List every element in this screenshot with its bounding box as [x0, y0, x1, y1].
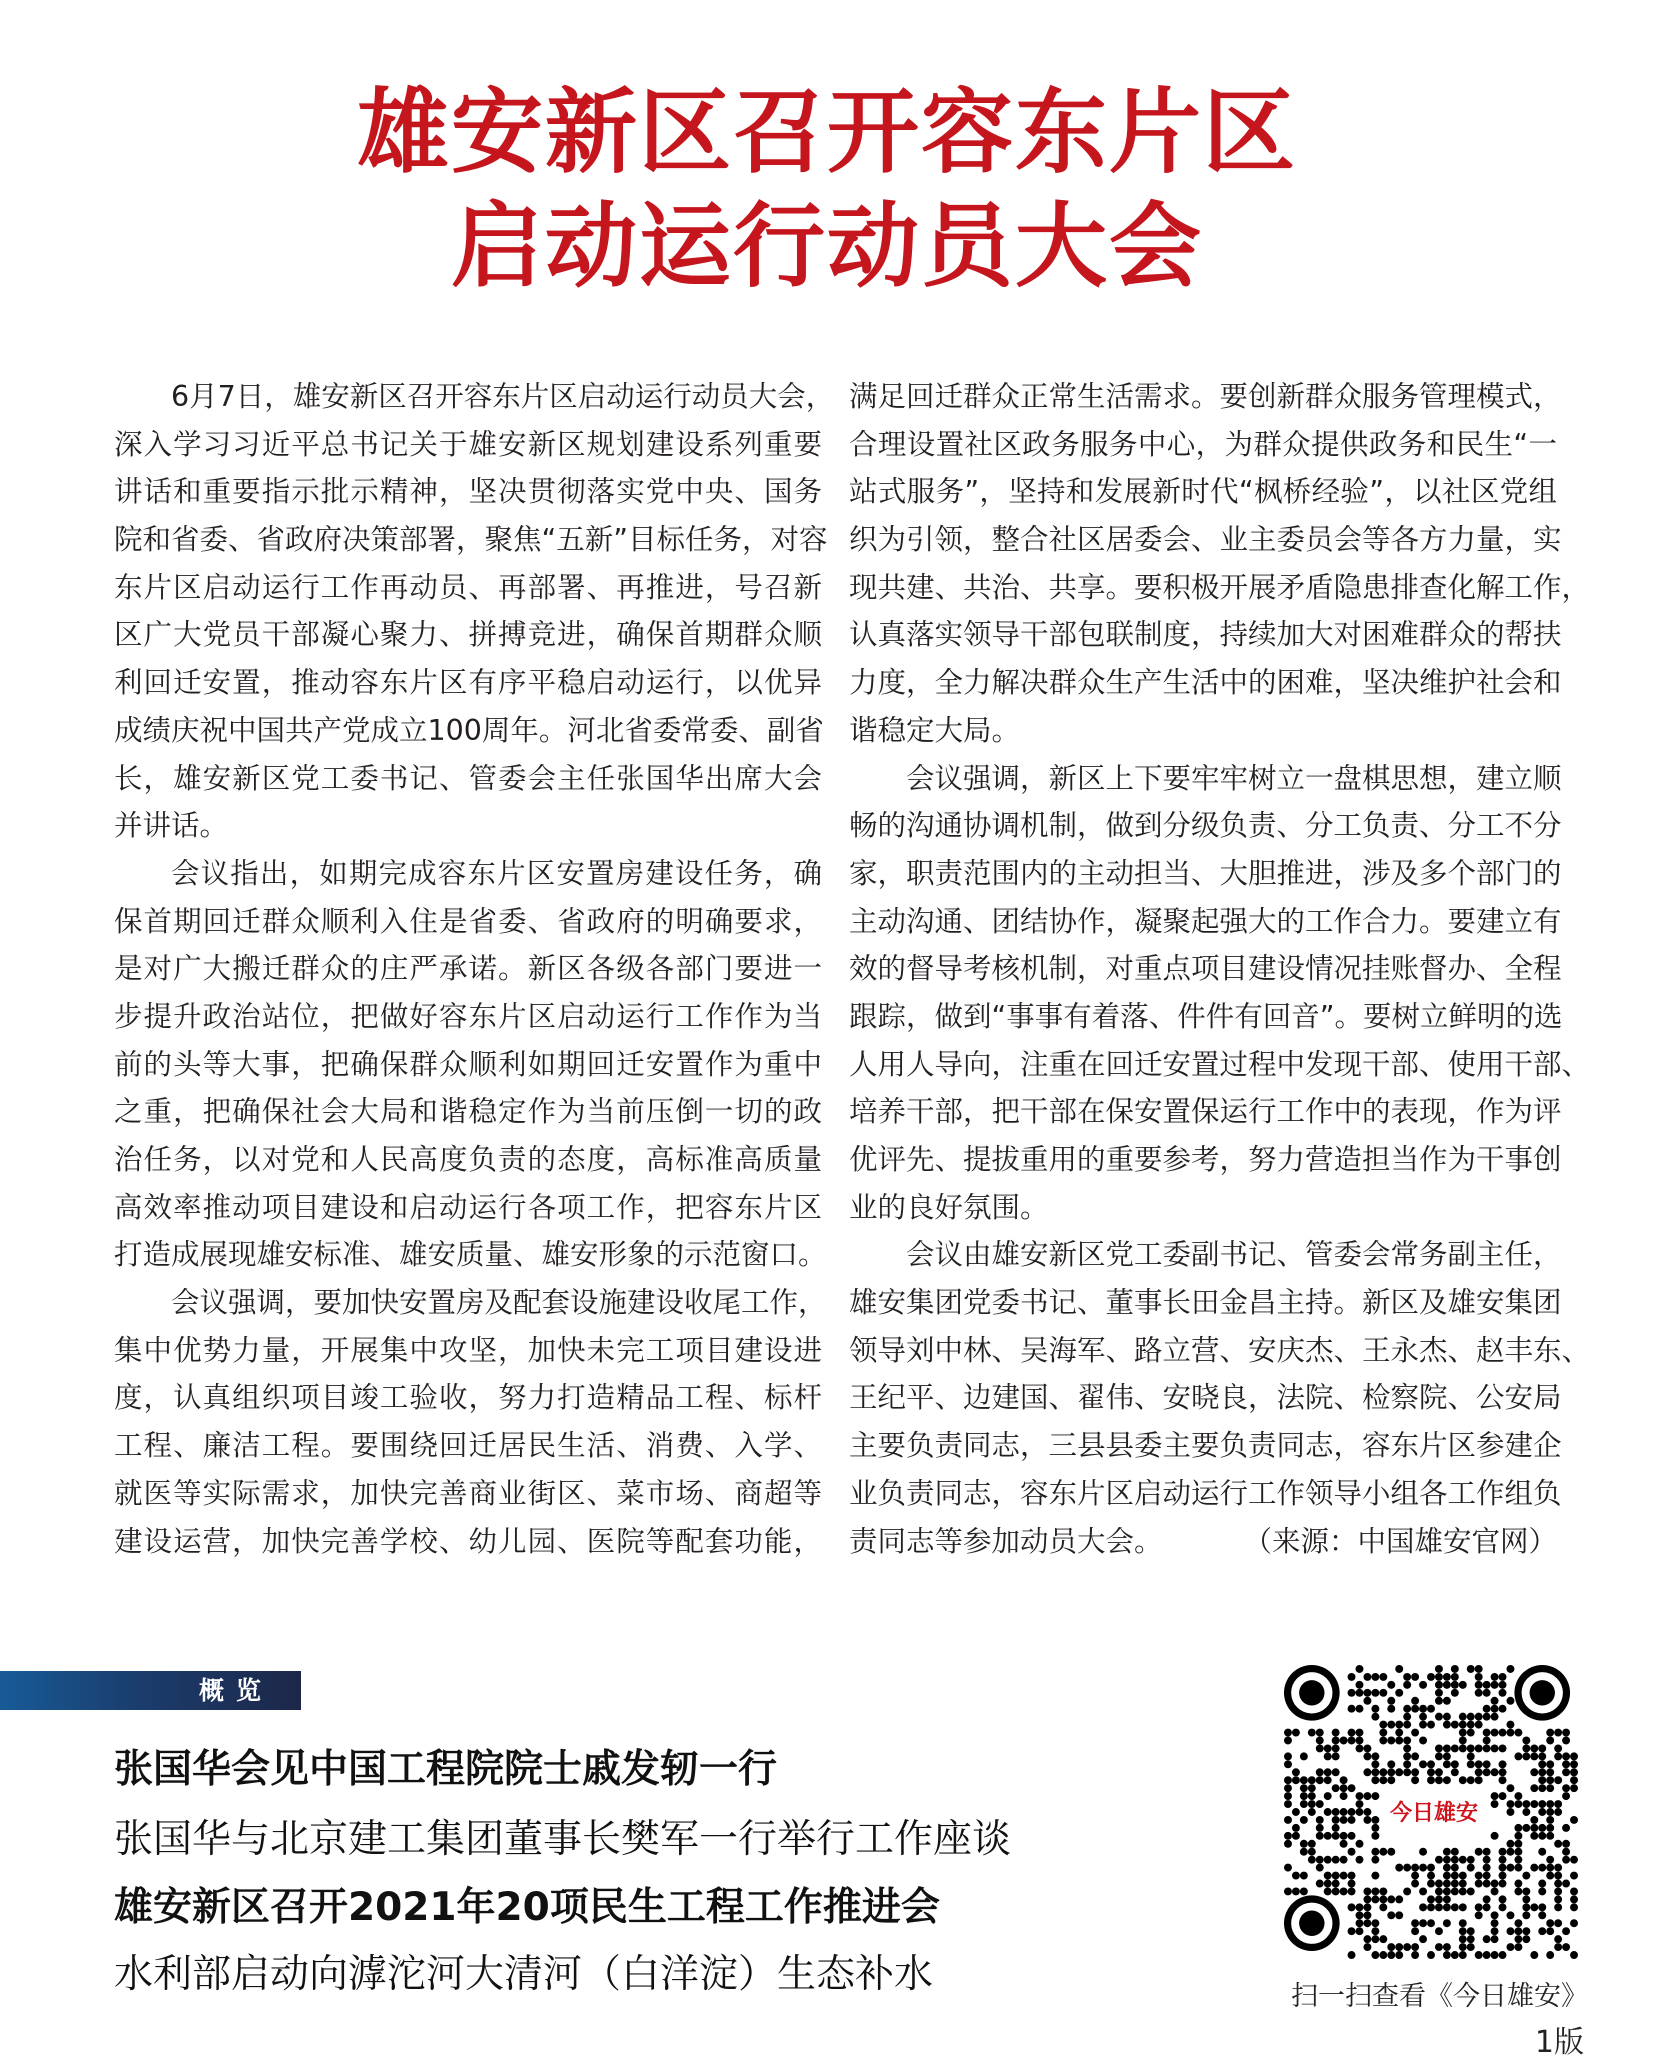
article-line: 是对广大搬迁群众的庄严承诺。新区各级各部门要进一	[114, 952, 822, 986]
article-line: 王纪平、边建国、翟伟、安晓良，法院、检察院、公安局	[849, 1381, 1562, 1415]
article-line: 家，职责范围内的主动担当、大胆推进，涉及多个部门的	[849, 856, 1562, 890]
article-line: 会议由雄安新区党工委副书记、管委会常务副主任，	[906, 1238, 1562, 1272]
article-line: 工程、廉洁工程。要围绕回迁居民生活、消费、入学、	[114, 1429, 822, 1463]
qr-logo: 今日雄安	[1384, 1790, 1484, 1836]
article-line: 主动沟通、团结协作，凝聚起强大的工作合力。要建立有	[849, 904, 1562, 938]
article-line: 优评先、提拔重用的重要参考，努力营造担当作为干事创	[849, 1143, 1562, 1176]
overview-headline[interactable]: 雄安新区召开2021年20项民生工程工作推进会	[114, 1885, 940, 1930]
article-line: 力度，全力解决群众生产生活中的困难，坚决维护社会和	[849, 666, 1562, 700]
article-line: 会议强调，要加快安置房及配套设施建设收尾工作，	[171, 1286, 827, 1320]
article-line: 现共建、共治、共享。要积极开展矛盾隐患排查化解工作，	[849, 570, 1591, 604]
article-line: 利回迁安置，推动容东片区有序平稳启动运行，以优异	[114, 666, 822, 700]
article-line: 打造成展现雄安标准、雄安质量、雄安形象的示范窗口。	[114, 1238, 827, 1272]
article-line: 站式服务”，坚持和发展新时代“枫桥经验”，以社区党组	[849, 475, 1557, 509]
article-line: 东片区启动运行工作再动员、再部署、再推进，号召新	[114, 570, 822, 604]
article-line: 合理设置社区政务服务中心，为群众提供政务和民生“一	[849, 427, 1557, 461]
article-column-left	[114, 373, 835, 1565]
article-line: 领导刘中林、吴海军、路立营、安庆杰、王永杰、赵丰东、	[849, 1333, 1591, 1367]
headline-line-2: 启动运行动员大会	[450, 192, 1203, 300]
headline-line-1: 雄安新区召开容东片区	[356, 78, 1297, 186]
article-line: 业的良好氛围。	[849, 1190, 1049, 1224]
article-line: 就医等实际需求，加快完善商业街区、菜市场、商超等	[114, 1476, 822, 1510]
article-line: 度，认真组织项目竣工验收，努力打造精品工程、标杆	[114, 1381, 822, 1415]
article-line: 集中优势力量，开展集中攻坚，加快未完工项目建设进	[114, 1333, 822, 1367]
article-line: 效的督导考核机制，对重点项目建设情况挂账督办、全程	[849, 952, 1562, 986]
article-line: 深入学习习近平总书记关于雄安新区规划建设系列重要	[114, 427, 822, 461]
overview-label: 概览	[198, 1676, 273, 1705]
article-line: 讲话和重要指示批示精神，坚决贯彻落实党中央、国务	[114, 475, 822, 509]
article-line: 院和省委、省政府决策部署，聚焦“五新”目标任务，对容	[114, 523, 828, 557]
article-line: 责同志等参加动员大会。	[849, 1524, 1163, 1558]
article-line: 织为引领，整合社区居委会、业主委员会等各方力量，实	[849, 523, 1562, 557]
article-line: 长，雄安新区党工委书记、管委会主任张国华出席大会	[114, 761, 822, 795]
article-line: 之重，把确保社会大局和谐稳定作为当前压倒一切的政	[114, 1095, 822, 1129]
article-line: 区广大党员干部凝心聚力、拼搏竞进，确保首期群众顺	[114, 618, 822, 652]
article-column-right	[849, 373, 1591, 1565]
article-line: 人用人导向，注重在回迁安置过程中发现干部、使用干部、	[849, 1047, 1591, 1081]
article-line: 业负责同志，容东片区启动运行工作领导小组各工作组负	[849, 1476, 1562, 1510]
article-line: 畅的沟通协调机制，做到分级负责、分工负责、分工不分	[849, 809, 1562, 843]
overview-headline[interactable]: 水利部启动向滹沱河大清河（白洋淀）生态补水	[114, 1952, 934, 1997]
article-line: 保首期回迁群众顺利入住是省委、省政府的明确要求，	[114, 904, 822, 938]
article-line: 谐稳定大局。	[849, 713, 1021, 747]
page-number: 1版	[1534, 2025, 1584, 2060]
article-line: 会议指出，如期完成容东片区安置房建设任务，确	[171, 856, 822, 890]
overview-headline[interactable]: 张国华会见中国工程院院士戚发轫一行	[114, 1747, 778, 1792]
article-line: 高效率推动项目建设和启动运行各项工作，把容东片区	[114, 1190, 822, 1224]
article-line: 跟踪，做到“事事有着落、件件有回音”。要树立鲜明的选	[849, 999, 1563, 1033]
article-line: 满足回迁群众正常生活需求。要创新群众服务管理模式，	[849, 380, 1562, 413]
article-line	[849, 1518, 1557, 1566]
article-line: 建设运营，加快完善学校、幼儿园、医院等配套功能，	[114, 1524, 822, 1558]
article-line: 雄安集团党委书记、董事长田金昌主持。新区及雄安集团	[849, 1286, 1562, 1320]
article-line: 会议强调，新区上下要牢牢树立一盘棋思想，建立顺	[906, 761, 1562, 795]
overview-headline[interactable]: 张国华与北京建工集团董事长樊军一行举行工作座谈	[114, 1817, 1012, 1862]
article-line: 成绩庆祝中国共产党成立100周年。河北省委常委、副省	[114, 713, 824, 747]
article-line: 6月7日，雄安新区召开容东片区启动运行动员大会，	[171, 380, 835, 413]
article-line: 并讲话。	[114, 809, 229, 843]
article-line: 步提升政治站位，把做好容东片区启动运行工作作为当	[114, 999, 822, 1033]
article-line: 主要负责同志，三县县委主要负责同志，容东片区参建企	[849, 1429, 1562, 1463]
article-line: 认真落实领导干部包联制度，持续加大对困难群众的帮扶	[849, 618, 1562, 652]
article-line: 前的头等大事，把确保群众顺利如期回迁安置作为重中	[114, 1047, 822, 1081]
article-line: 培养干部，把干部在保安置保运行工作中的表现，作为评	[849, 1095, 1562, 1129]
qr-caption: 扫一扫查看《今日雄安》	[1291, 1981, 1588, 2012]
article-source: （来源：中国雄安官网）	[1243, 1524, 1557, 1558]
overview-banner	[0, 1671, 301, 1710]
article-line: 治任务，以对党和人民高度负责的态度，高标准高质量	[114, 1143, 822, 1176]
